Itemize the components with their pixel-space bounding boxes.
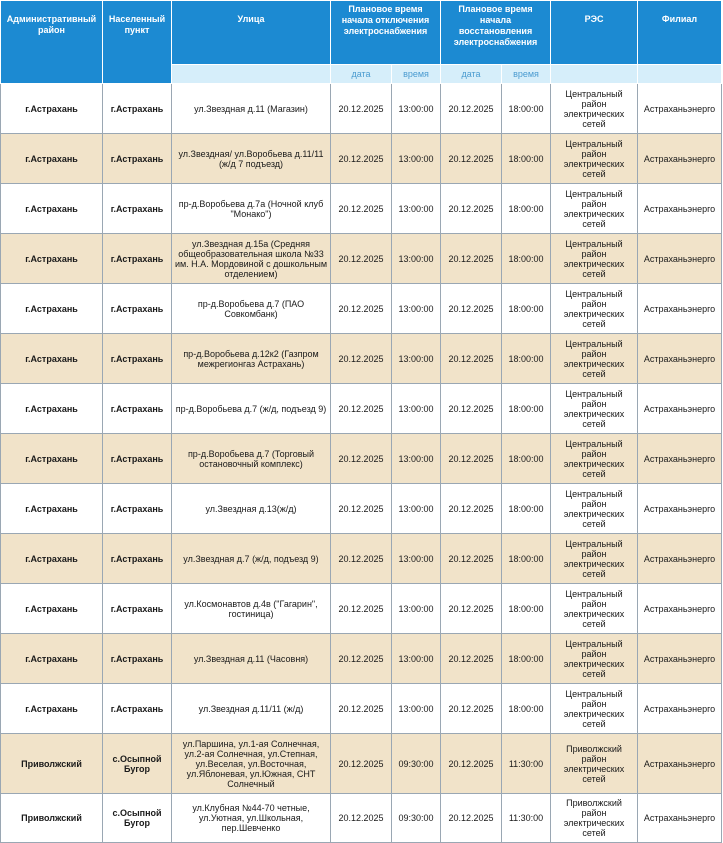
cell-locality: г.Астрахань bbox=[103, 384, 172, 434]
cell-off-date: 20.12.2025 bbox=[331, 184, 392, 234]
cell-branch: Астраханьэнерго bbox=[638, 634, 722, 684]
cell-on-time: 18:00:00 bbox=[502, 634, 551, 684]
cell-on-time: 18:00:00 bbox=[502, 434, 551, 484]
cell-on-time: 18:00:00 bbox=[502, 84, 551, 134]
cell-off-time: 13:00:00 bbox=[392, 534, 441, 584]
cell-locality: г.Астрахань bbox=[103, 584, 172, 634]
table-row bbox=[1, 684, 722, 734]
cell-locality: г.Астрахань bbox=[103, 284, 172, 334]
cell-res: Центральный район электрических сетей bbox=[551, 334, 638, 384]
cell-on-date: 20.12.2025 bbox=[441, 284, 502, 334]
cell-on-time: 11:30:00 bbox=[502, 734, 551, 794]
cell-branch: Астраханьэнерго bbox=[638, 84, 722, 134]
cell-branch: Астраханьэнерго bbox=[638, 734, 722, 794]
cell-on-date: 20.12.2025 bbox=[441, 734, 502, 794]
cell-locality: г.Астрахань bbox=[103, 484, 172, 534]
cell-on-time: 18:00:00 bbox=[502, 484, 551, 534]
table-row bbox=[1, 384, 722, 434]
table-row bbox=[1, 84, 722, 134]
cell-res: Приволжский район электрических сетей bbox=[551, 734, 638, 794]
cell-on-time: 18:00:00 bbox=[502, 284, 551, 334]
cell-branch: Астраханьэнерго bbox=[638, 384, 722, 434]
cell-on-date: 20.12.2025 bbox=[441, 334, 502, 384]
cell-locality: г.Астрахань bbox=[103, 234, 172, 284]
header-locality: Населенный пункт bbox=[103, 1, 172, 84]
cell-region: г.Астрахань bbox=[1, 334, 103, 384]
header-row bbox=[1, 1, 722, 65]
cell-branch: Астраханьэнерго bbox=[638, 534, 722, 584]
cell-res: Центральный район электрических сетей bbox=[551, 84, 638, 134]
subheader-off-time: время bbox=[392, 65, 441, 84]
cell-locality: с.Осыпной Бугор bbox=[103, 794, 172, 843]
cell-street: пр-д.Воробьева д.7 (ПАО Совкомбанк) bbox=[172, 284, 331, 334]
cell-on-date: 20.12.2025 bbox=[441, 484, 502, 534]
cell-on-date: 20.12.2025 bbox=[441, 534, 502, 584]
cell-res: Центральный район электрических сетей bbox=[551, 184, 638, 234]
cell-street: ул.Звездная/ ул.Воробьева д.11/11 (ж/д 7 подъезд) bbox=[172, 134, 331, 184]
cell-on-time: 18:00:00 bbox=[502, 234, 551, 284]
subheader-blank bbox=[638, 65, 722, 84]
cell-off-time: 13:00:00 bbox=[392, 334, 441, 384]
cell-branch: Астраханьэнерго bbox=[638, 284, 722, 334]
table-row bbox=[1, 584, 722, 634]
cell-branch: Астраханьэнерго bbox=[638, 334, 722, 384]
cell-off-date: 20.12.2025 bbox=[331, 484, 392, 534]
cell-region: г.Астрахань bbox=[1, 634, 103, 684]
cell-off-time: 13:00:00 bbox=[392, 284, 441, 334]
table-row bbox=[1, 184, 722, 234]
cell-branch: Астраханьэнерго bbox=[638, 184, 722, 234]
cell-region: г.Астрахань bbox=[1, 434, 103, 484]
cell-on-time: 18:00:00 bbox=[502, 684, 551, 734]
cell-branch: Астраханьэнерго bbox=[638, 484, 722, 534]
cell-street: пр-д.Воробьева д.7 (ж/д, подъезд 9) bbox=[172, 384, 331, 434]
cell-off-time: 13:00:00 bbox=[392, 234, 441, 284]
cell-on-date: 20.12.2025 bbox=[441, 584, 502, 634]
cell-off-time: 13:00:00 bbox=[392, 484, 441, 534]
cell-off-date: 20.12.2025 bbox=[331, 584, 392, 634]
header-branch: Филиал bbox=[638, 1, 722, 65]
cell-street: ул.Звездная д.11 (Магазин) bbox=[172, 84, 331, 134]
cell-region: г.Астрахань bbox=[1, 284, 103, 334]
table-row bbox=[1, 284, 722, 334]
cell-on-date: 20.12.2025 bbox=[441, 384, 502, 434]
header-off-start: Плановое время начала отключения электроснабжения bbox=[331, 1, 441, 65]
cell-street: ул.Звездная д.11/11 (ж/д) bbox=[172, 684, 331, 734]
table-row bbox=[1, 234, 722, 284]
cell-street: пр-д.Воробьева д.7а (Ночной клуб "Монако") bbox=[172, 184, 331, 234]
subheader-on-date: дата bbox=[441, 65, 502, 84]
cell-on-date: 20.12.2025 bbox=[441, 634, 502, 684]
cell-off-date: 20.12.2025 bbox=[331, 684, 392, 734]
cell-off-time: 13:00:00 bbox=[392, 84, 441, 134]
cell-off-date: 20.12.2025 bbox=[331, 134, 392, 184]
cell-locality: г.Астрахань bbox=[103, 134, 172, 184]
cell-street: пр-д.Воробьева д.12к2 (Газпром межрегионгаз Астрахань) bbox=[172, 334, 331, 384]
cell-off-time: 13:00:00 bbox=[392, 384, 441, 434]
cell-on-date: 20.12.2025 bbox=[441, 134, 502, 184]
cell-locality: г.Астрахань bbox=[103, 434, 172, 484]
cell-res: Центральный район электрических сетей bbox=[551, 634, 638, 684]
cell-region: г.Астрахань bbox=[1, 234, 103, 284]
cell-res: Центральный район электрических сетей bbox=[551, 234, 638, 284]
table-row bbox=[1, 534, 722, 584]
cell-off-time: 13:00:00 bbox=[392, 434, 441, 484]
cell-region: Приволжский bbox=[1, 794, 103, 843]
cell-off-date: 20.12.2025 bbox=[331, 794, 392, 843]
cell-off-date: 20.12.2025 bbox=[331, 284, 392, 334]
cell-res: Приволжский район электрических сетей bbox=[551, 794, 638, 843]
cell-region: г.Астрахань bbox=[1, 384, 103, 434]
cell-region: г.Астрахань bbox=[1, 134, 103, 184]
cell-branch: Астраханьэнерго bbox=[638, 794, 722, 843]
cell-off-time: 13:00:00 bbox=[392, 634, 441, 684]
cell-region: г.Астрахань bbox=[1, 534, 103, 584]
cell-on-time: 18:00:00 bbox=[502, 584, 551, 634]
cell-on-date: 20.12.2025 bbox=[441, 434, 502, 484]
cell-street: ул.Звездная д.13(ж/д) bbox=[172, 484, 331, 534]
cell-street: ул.Звездная д.15а (Средняя общеобразовательная школа №33 им. Н.А. Мордовиной с дошкольным отделением) bbox=[172, 234, 331, 284]
cell-branch: Астраханьэнерго bbox=[638, 684, 722, 734]
cell-locality: г.Астрахань bbox=[103, 634, 172, 684]
cell-locality: г.Астрахань bbox=[103, 684, 172, 734]
header-res: РЭС bbox=[551, 1, 638, 65]
cell-region: г.Астрахань bbox=[1, 484, 103, 534]
cell-branch: Астраханьэнерго bbox=[638, 584, 722, 634]
cell-street: ул.Клубная №44-70 четные, ул.Уютная, ул.Школьная, пер.Шевченко bbox=[172, 794, 331, 843]
table-row bbox=[1, 334, 722, 384]
cell-off-date: 20.12.2025 bbox=[331, 734, 392, 794]
cell-locality: г.Астрахань bbox=[103, 184, 172, 234]
cell-region: г.Астрахань bbox=[1, 584, 103, 634]
cell-on-time: 18:00:00 bbox=[502, 384, 551, 434]
cell-on-time: 18:00:00 bbox=[502, 134, 551, 184]
cell-res: Центральный район электрических сетей bbox=[551, 584, 638, 634]
cell-on-time: 18:00:00 bbox=[502, 534, 551, 584]
cell-branch: Астраханьэнерго bbox=[638, 234, 722, 284]
cell-res: Центральный район электрических сетей bbox=[551, 384, 638, 434]
cell-res: Центральный район электрических сетей bbox=[551, 684, 638, 734]
cell-off-time: 09:30:00 bbox=[392, 734, 441, 794]
cell-street: ул.Звездная д.7 (ж/д, подъезд 9) bbox=[172, 534, 331, 584]
subheader-blank bbox=[172, 65, 331, 84]
cell-street: ул.Паршина, ул.1-ая Солнечная, ул.2-ая Солнечная, ул.Степная, ул.Веселая, ул.Восточная, ул.Яблоневая, ул.Южная, СНТ Солнечный bbox=[172, 734, 331, 794]
table-row bbox=[1, 634, 722, 684]
cell-off-date: 20.12.2025 bbox=[331, 434, 392, 484]
cell-off-date: 20.12.2025 bbox=[331, 634, 392, 684]
header-street: Улица bbox=[172, 1, 331, 65]
cell-off-date: 20.12.2025 bbox=[331, 334, 392, 384]
cell-region: г.Астрахань bbox=[1, 684, 103, 734]
cell-street: ул.Космонавтов д.4в ("Гагарин", гостиница) bbox=[172, 584, 331, 634]
cell-on-date: 20.12.2025 bbox=[441, 684, 502, 734]
cell-off-date: 20.12.2025 bbox=[331, 384, 392, 434]
cell-on-time: 11:30:00 bbox=[502, 794, 551, 843]
cell-street: пр-д.Воробьева д.7 (Торговый остановочный комплекс) bbox=[172, 434, 331, 484]
cell-branch: Астраханьэнерго bbox=[638, 434, 722, 484]
subheader-blank bbox=[551, 65, 638, 84]
cell-off-date: 20.12.2025 bbox=[331, 534, 392, 584]
cell-off-date: 20.12.2025 bbox=[331, 84, 392, 134]
cell-off-time: 13:00:00 bbox=[392, 184, 441, 234]
cell-off-date: 20.12.2025 bbox=[331, 234, 392, 284]
cell-on-date: 20.12.2025 bbox=[441, 184, 502, 234]
table-row bbox=[1, 134, 722, 184]
cell-off-time: 13:00:00 bbox=[392, 584, 441, 634]
table-row bbox=[1, 434, 722, 484]
cell-locality: г.Астрахань bbox=[103, 334, 172, 384]
cell-res: Центральный район электрических сетей bbox=[551, 484, 638, 534]
cell-on-date: 20.12.2025 bbox=[441, 794, 502, 843]
table-row bbox=[1, 734, 722, 794]
table-row bbox=[1, 794, 722, 843]
cell-off-time: 13:00:00 bbox=[392, 684, 441, 734]
cell-region: г.Астрахань bbox=[1, 184, 103, 234]
cell-street: ул.Звездная д.11 (Часовня) bbox=[172, 634, 331, 684]
cell-res: Центральный район электрических сетей bbox=[551, 134, 638, 184]
cell-on-time: 18:00:00 bbox=[502, 184, 551, 234]
header-restore: Плановое время начала восстановления электроснабжения bbox=[441, 1, 551, 65]
cell-res: Центральный район электрических сетей bbox=[551, 284, 638, 334]
cell-region: г.Астрахань bbox=[1, 84, 103, 134]
cell-res: Центральный район электрических сетей bbox=[551, 434, 638, 484]
cell-locality: г.Астрахань bbox=[103, 84, 172, 134]
cell-off-time: 09:30:00 bbox=[392, 794, 441, 843]
cell-branch: Астраханьэнерго bbox=[638, 134, 722, 184]
subheader-on-time: время bbox=[502, 65, 551, 84]
cell-locality: с.Осыпной Бугор bbox=[103, 734, 172, 794]
cell-off-time: 13:00:00 bbox=[392, 134, 441, 184]
cell-on-time: 18:00:00 bbox=[502, 334, 551, 384]
cell-on-date: 20.12.2025 bbox=[441, 234, 502, 284]
cell-on-date: 20.12.2025 bbox=[441, 84, 502, 134]
cell-region: Приволжский bbox=[1, 734, 103, 794]
subheader-off-date: дата bbox=[331, 65, 392, 84]
cell-res: Центральный район электрических сетей bbox=[551, 534, 638, 584]
table-row bbox=[1, 484, 722, 534]
cell-locality: г.Астрахань bbox=[103, 534, 172, 584]
header-region: Административный район bbox=[1, 1, 103, 84]
